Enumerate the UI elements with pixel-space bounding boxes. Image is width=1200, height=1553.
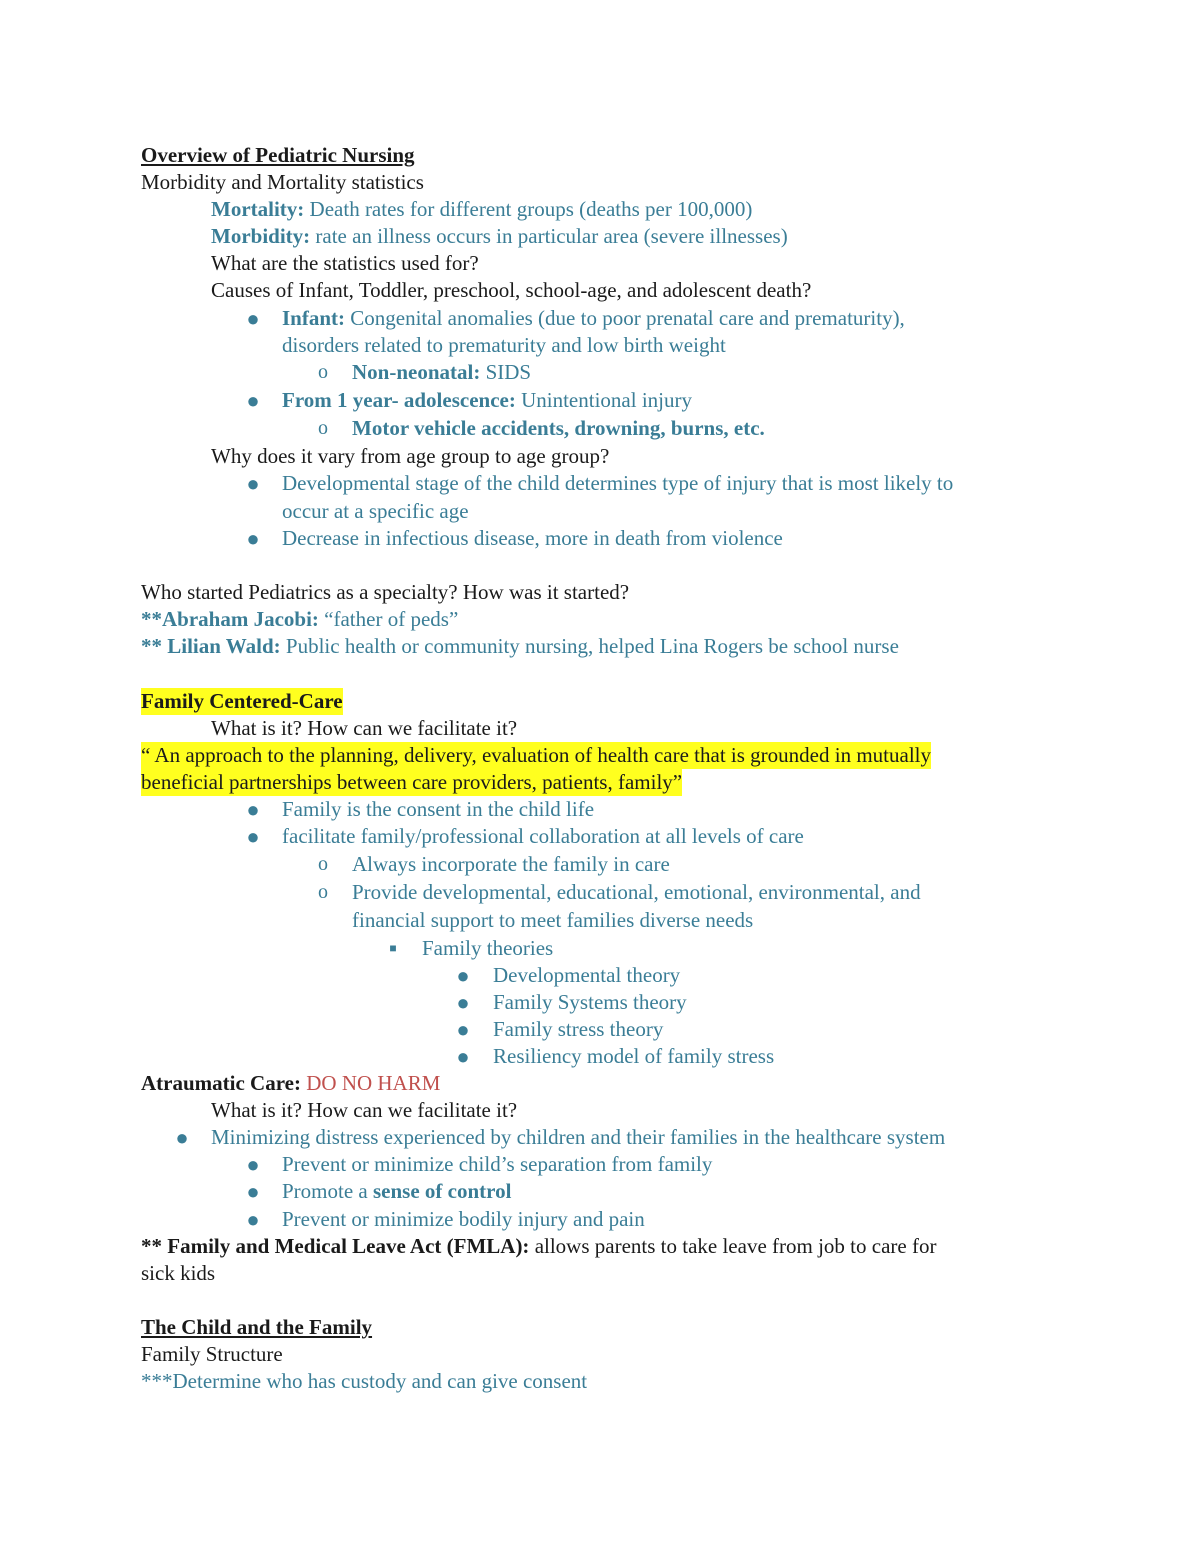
subheading-family-structure: Family Structure (141, 1342, 283, 1366)
circle-bullet-icon: o (318, 361, 328, 383)
question-vary: Why does it vary from age group to age group? (211, 444, 610, 468)
circle-bullet-icon: o (318, 417, 328, 439)
bullet-icon: ● (246, 1152, 260, 1177)
list-item-support: o Provide developmental, educational, emotional, environmental, and (0, 879, 1200, 906)
section-heading-family-centered-care: Family Centered-Care (141, 689, 343, 713)
founder-jacobi: **Abraham Jacobi: “father of peds” (141, 607, 459, 631)
circle-bullet-icon: o (318, 853, 328, 875)
bullet-icon: ● (246, 526, 260, 551)
list-item-collaboration: ● facilitate family/professional collaboration at all levels of care (0, 823, 1200, 850)
bullet-icon: ● (456, 963, 470, 988)
list-item-theory-developmental: ● Developmental theory (0, 962, 1200, 989)
list-item-non-neonatal: o Non-neonatal: SIDS (0, 359, 1200, 386)
founder-wald: ** Lilian Wald: Public health or community nursing, helped Lina Rogers be school nurse (141, 634, 899, 658)
bullet-icon: ● (246, 797, 260, 822)
bullet-icon: ● (456, 990, 470, 1015)
section-heading-child-and-family: The Child and the Family (141, 1315, 373, 1339)
section-heading-overview: Overview of Pediatric Nursing (141, 143, 415, 167)
list-item-infant-cont: disorders related to prematurity and low birth weight (282, 333, 726, 357)
circle-bullet-icon: o (318, 881, 328, 903)
list-item-theory-systems: ● Family Systems theory (0, 989, 1200, 1016)
list-item-theory-stress: ● Family stress theory (0, 1016, 1200, 1043)
list-item-incorporate: o Always incorporate the family in care (0, 851, 1200, 878)
question-founders: Who started Pediatrics as a specialty? How was it started? (141, 580, 630, 604)
list-item-motor: o Motor vehicle accidents, drowning, burns, etc. (0, 415, 1200, 442)
bullet-icon: ● (456, 1017, 470, 1042)
bullet-icon: ● (246, 388, 260, 413)
bullet-icon: ● (456, 1044, 470, 1069)
bullet-icon: ● (246, 1207, 260, 1232)
fcc-quote: “ An approach to the planning, delivery, evaluation of health care that is grounded in mutually (141, 743, 931, 767)
fmla-definition-cont: sick kids (141, 1261, 216, 1285)
bullet-icon: ● (246, 1179, 260, 1204)
morbidity-definition: Morbidity: rate an illness occurs in particular area (severe illnesses) (211, 224, 788, 248)
bullet-icon: ● (175, 1125, 189, 1150)
list-item-adolescence: ● From 1 year- adolescence: Unintentional injury (0, 387, 1200, 414)
mortality-definition: Mortality: Death rates for different groups (deaths per 100,000) (211, 197, 753, 221)
list-item-sense-of-control: ● Promote a sense of control (0, 1178, 1200, 1205)
fcc-quote-cont: beneficial partnerships between care providers, patients, family” (141, 770, 683, 794)
list-item-support-cont: financial support to meet families diverse needs (352, 908, 754, 932)
list-item-infectious-disease: ● Decrease in infectious disease, more in death from violence (0, 525, 1200, 552)
list-item-developmental-stage-cont: occur at a specific age (282, 499, 469, 523)
question-causes-of-death: Causes of Infant, Toddler, preschool, school-age, and adolescent death? (211, 278, 812, 302)
question-atraumatic: What is it? How can we facilitate it? (211, 1098, 518, 1122)
list-item-consent: ● Family is the consent in the child life (0, 796, 1200, 823)
subheading-statistics: Morbidity and Mortality statistics (141, 170, 424, 194)
section-heading-atraumatic-care: Atraumatic Care: DO NO HARM (141, 1071, 441, 1095)
bullet-icon: ● (246, 471, 260, 496)
bullet-icon: ● (246, 306, 260, 331)
custody-note: ***Determine who has custody and can give consent (141, 1369, 588, 1393)
question-fcc: What is it? How can we facilitate it? (211, 716, 518, 740)
list-item-bodily-injury: ● Prevent or minimize bodily injury and pain (0, 1206, 1200, 1233)
list-item-developmental-stage: ● Developmental stage of the child determines type of injury that is most likely to (0, 470, 1200, 497)
list-item-minimizing-distress: ● Minimizing distress experienced by children and their families in the healthcare system (0, 1124, 1200, 1151)
bullet-icon: ● (246, 824, 260, 849)
list-item-theory-resiliency: ● Resiliency model of family stress (0, 1043, 1200, 1070)
list-item-family-theories: ■ Family theories (0, 935, 1200, 962)
square-bullet-icon: ■ (389, 941, 397, 955)
question-statistics-use: What are the statistics used for? (211, 251, 479, 275)
list-item-infant: ● Infant: Congenital anomalies (due to poor prenatal care and prematurity), (0, 305, 1200, 332)
list-item-separation: ● Prevent or minimize child’s separation from family (0, 1151, 1200, 1178)
fmla-definition: ** Family and Medical Leave Act (FMLA): allows parents to take leave from job to care for (141, 1234, 937, 1258)
